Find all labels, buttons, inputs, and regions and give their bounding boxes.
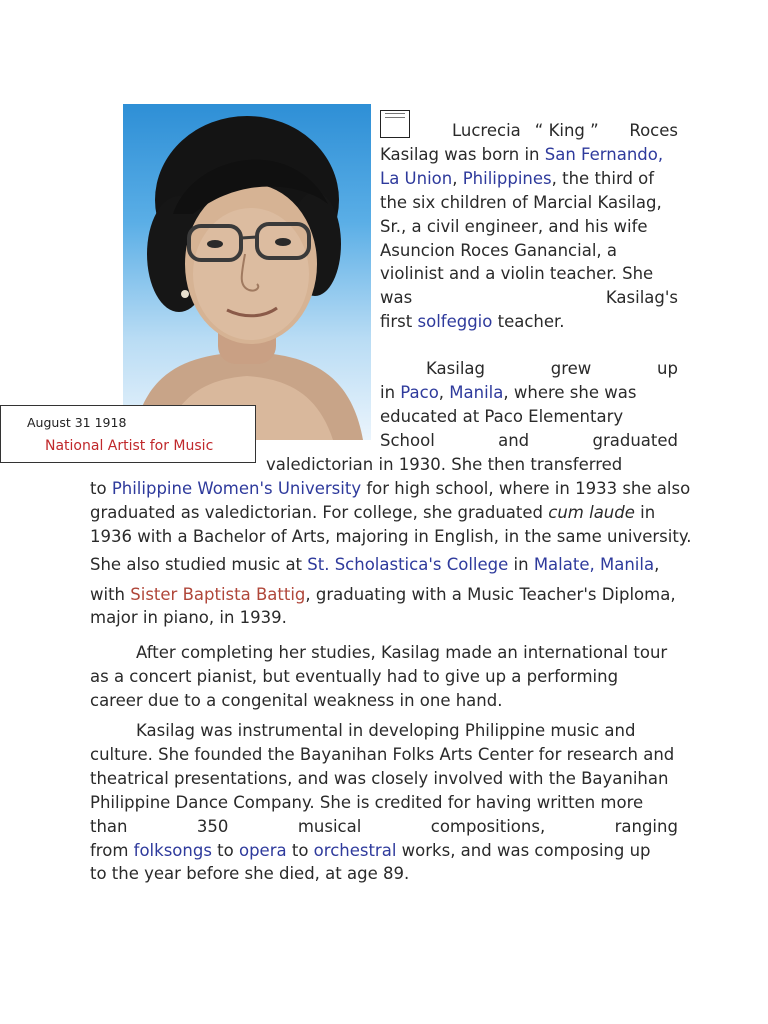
p4-line-7: to the year before she died, at age 89. (90, 864, 410, 884)
p1-line-4: the six children of Marcial Kasilag, (380, 192, 662, 212)
p4-line-3: theatrical presentations, and was closely involved with the Bayanihan (90, 768, 669, 788)
p2-line-7: graduated as valedictorian. For college, she graduated cum laude in (90, 502, 656, 522)
p2-line-11: major in piano, in 1939. (90, 608, 287, 628)
link-malate-manila[interactable]: Malate, Manila (533, 554, 655, 574)
p2-line-8: 1936 with a Bachelor of Arts, majoring in English, in the same university. (90, 526, 692, 546)
link-st-scholastica[interactable]: St. Scholastica's College (307, 554, 509, 574)
p4-line-6: from folksongs to opera to orchestral works, and was composing up (90, 840, 651, 860)
p2-line-1: Kasilag grew up (426, 359, 678, 378)
text-king: “ King ” (534, 121, 599, 140)
link-sister-baptista-battig[interactable]: Sister Baptista Battig (130, 584, 306, 604)
paragraph-4 (90, 719, 678, 886)
link-folksongs[interactable]: folksongs (133, 840, 212, 860)
p2-line-5: valedictorian in 1930. She then transferred (266, 455, 623, 474)
portrait-photo (123, 104, 371, 440)
p1-line-6: Asuncion Roces Ganancial, a (380, 240, 618, 260)
caption-date: August 31 1918 (27, 415, 127, 430)
p2-line-4: School and graduated (380, 430, 678, 450)
link-paco[interactable]: Paco (400, 382, 439, 402)
link-manila[interactable]: Manila (449, 382, 504, 402)
link-philippine-womens-university[interactable]: Philippine Women's University (111, 478, 362, 498)
paragraph-2-top (380, 357, 678, 453)
p2-line-2: in Paco, Manila, where she was (380, 382, 637, 402)
p3-line-3: career due to a congenital weakness in one hand. (90, 690, 503, 710)
paragraph-1 (380, 119, 678, 334)
p1-line-1 (380, 119, 678, 143)
p4-line-1: Kasilag was instrumental in developing Philippine music and (136, 721, 636, 740)
p4-line-2: culture. She founded the Bayanihan Folks Arts Center for research and (90, 744, 675, 764)
paragraph-2-bottom (90, 453, 692, 630)
p4-line-5: than 350 musical compositions, ranging (90, 816, 678, 836)
link-opera[interactable]: opera (238, 840, 287, 860)
p2-line-10: with Sister Baptista Battig, graduating with a Music Teacher's Diploma, (90, 584, 676, 604)
p1-line-8: was Kasilag's (380, 288, 678, 308)
p2-line-6: to Philippine Women's University for high school, where in 1933 she also (90, 478, 691, 498)
text-lucrecia: Lucrecia (452, 121, 521, 140)
link-san-fernando[interactable]: San Fernando, (544, 144, 664, 164)
placeholder-mark (385, 113, 405, 118)
link-orchestral[interactable]: orchestral (313, 840, 397, 860)
p4-line-4: Philippine Dance Company. She is credited for having written more (90, 792, 644, 812)
caption-title: National Artist for Music (45, 438, 214, 454)
p3-line-1: After completing her studies, Kasilag made an international tour (136, 643, 668, 662)
link-solfeggio[interactable]: solfeggio (417, 312, 493, 332)
p1-line-2: Kasilag was born in San Fernando, (380, 144, 664, 164)
link-philippines[interactable]: Philippines (462, 168, 552, 188)
p1-line-7: violinist and a violin teacher. She (380, 264, 654, 284)
paragraph-3 (90, 641, 678, 713)
p2-line-3: educated at Paco Elementary (380, 406, 624, 426)
p1-line-5: Sr., a civil engineer, and his wife (380, 216, 648, 236)
p2-line-9: She also studied music at St. Scholastica's College in Malate, Manila, (90, 554, 660, 574)
p1-line-3: La Union, Philippines, the third of (380, 168, 655, 188)
link-la-union[interactable]: La Union (380, 168, 453, 188)
p3-line-2: as a concert pianist, but eventually had to give up a performing (90, 666, 619, 686)
p1-line-9: first solfeggio teacher. (380, 312, 565, 332)
text-roces: Roces (629, 121, 678, 140)
